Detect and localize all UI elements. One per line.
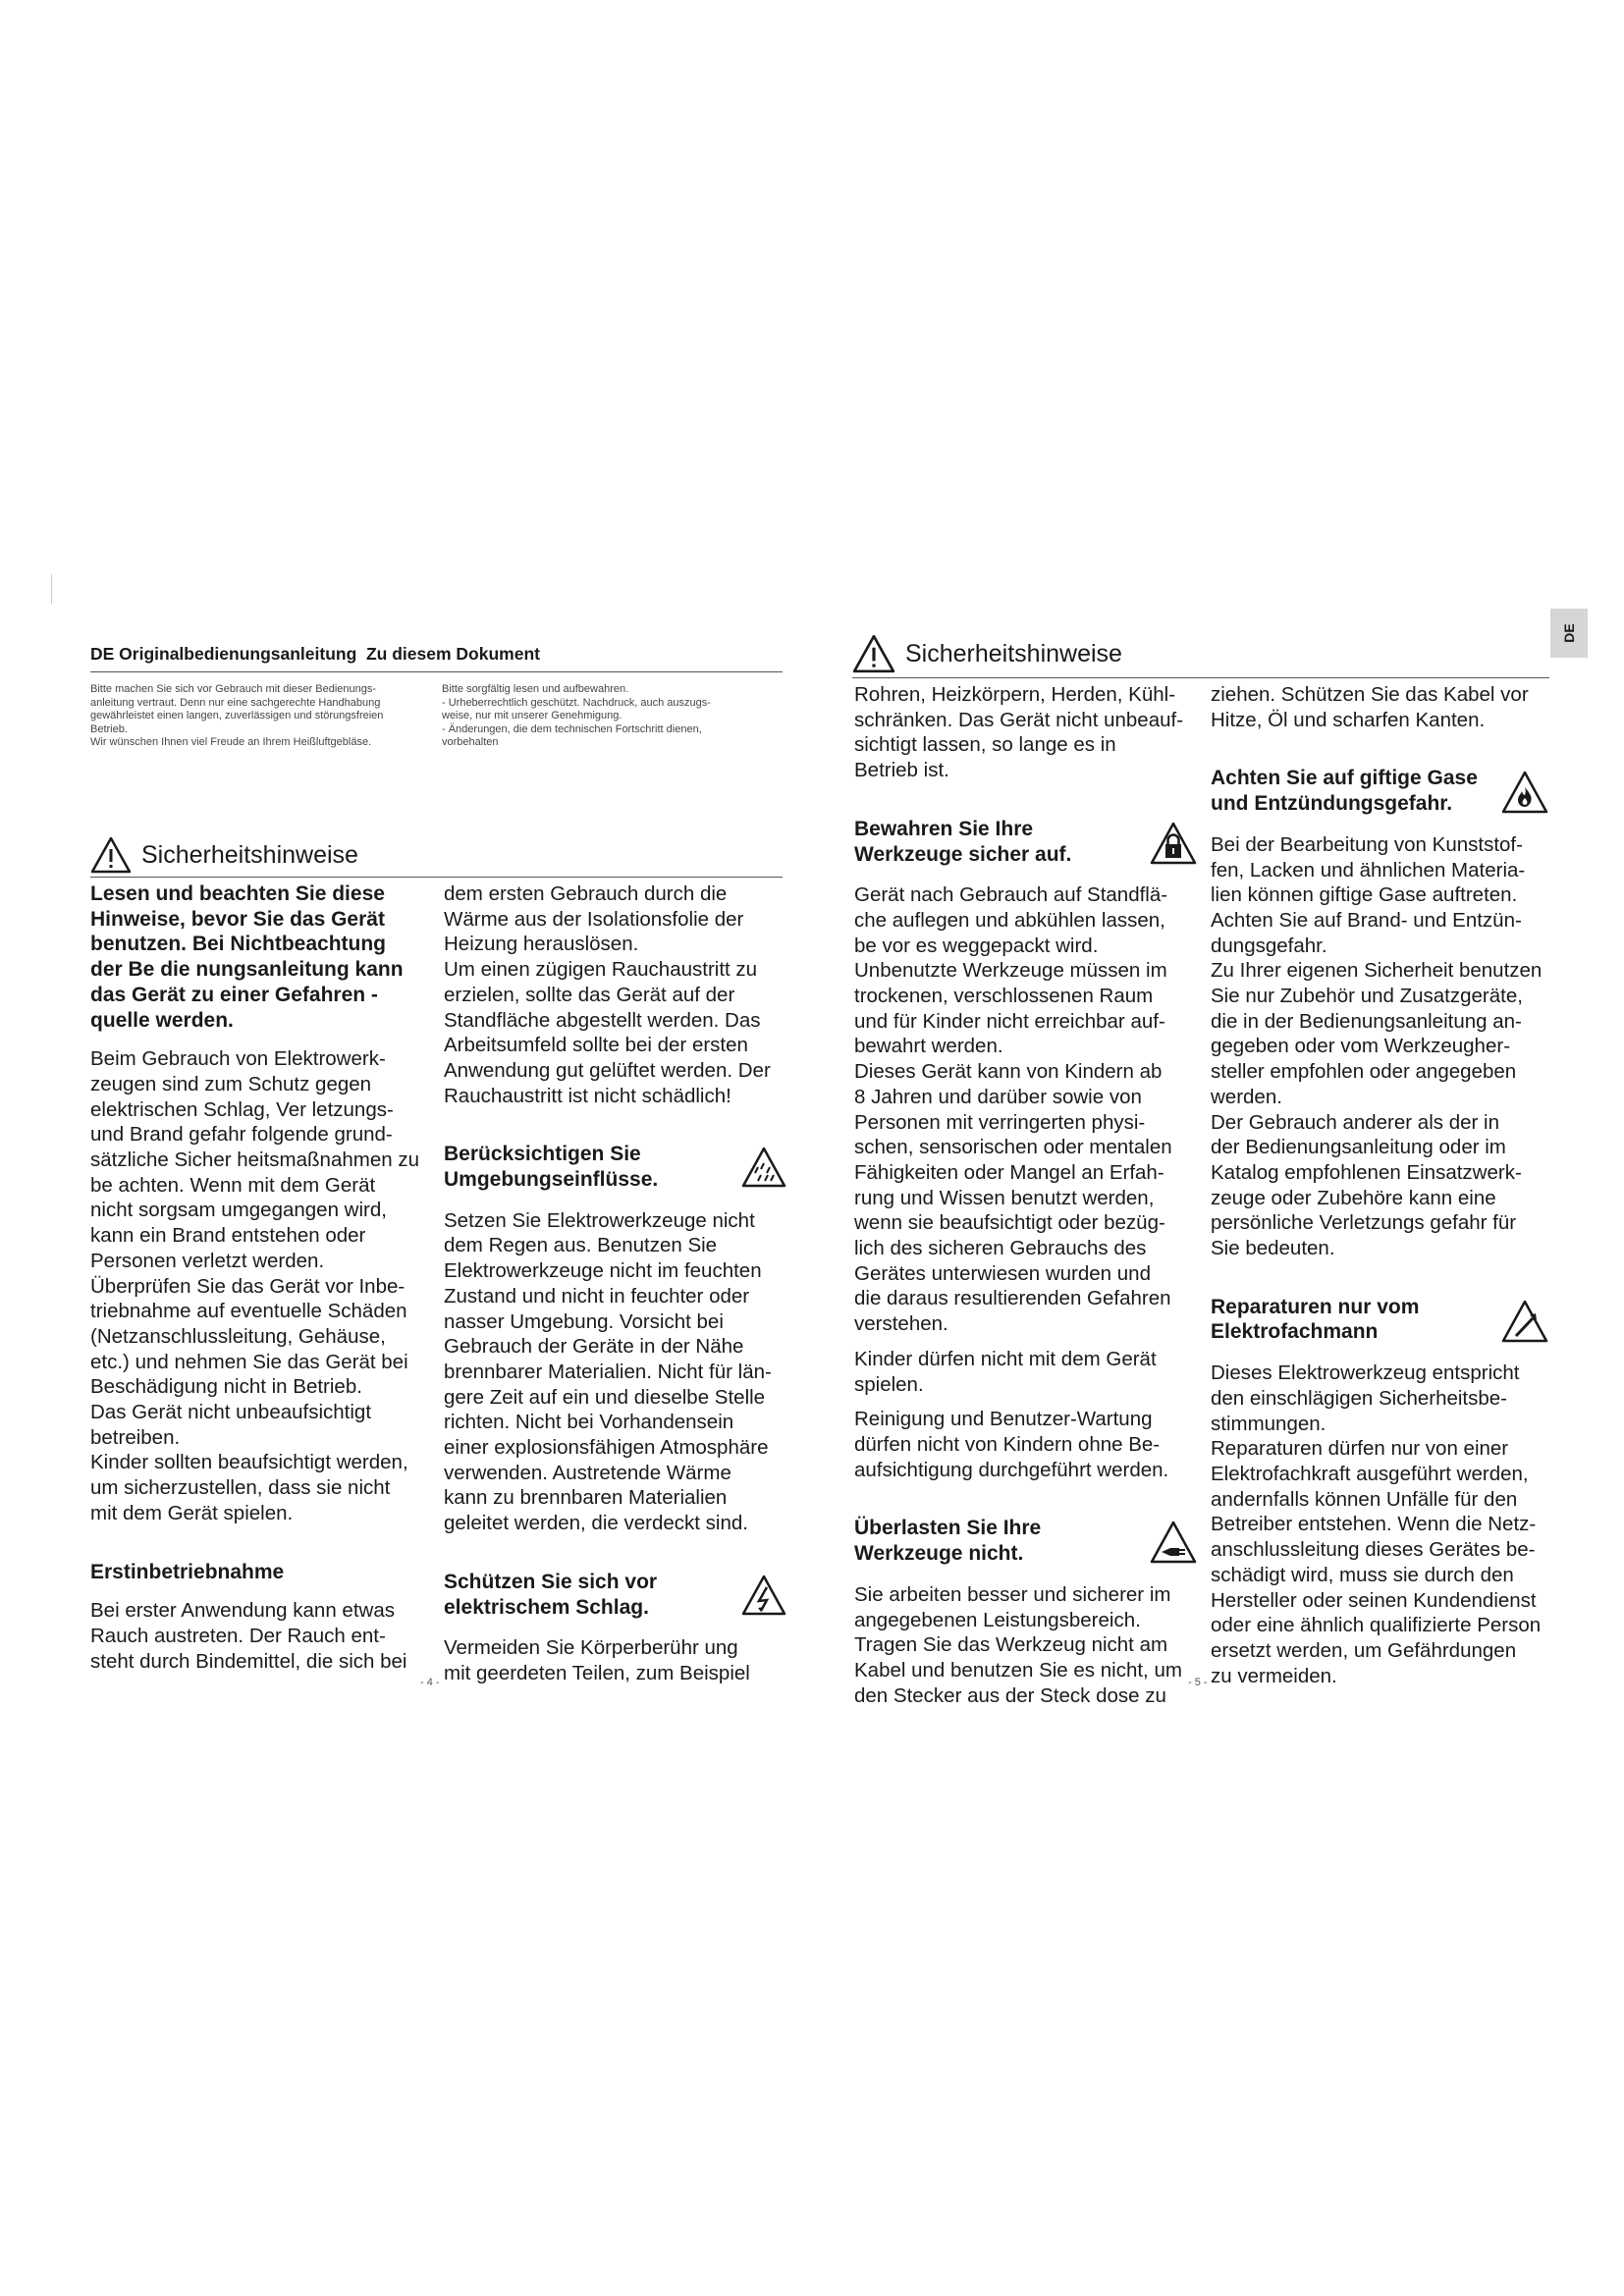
aufbewahren-reinigung-text: Reinigung und Benutzer-Wartung dürfen nicht von Kindern ohne Be- aufsichtigung durchgeführt werden. xyxy=(854,1408,1169,1481)
plug-icon xyxy=(1149,1520,1198,1565)
header-rule xyxy=(90,671,783,672)
schlag-text: Vermeiden Sie Körperberühr ung mit geerdeten Teilen, zum Beispiel xyxy=(444,1636,750,1684)
intro-right-text: Bitte sorgfältig lesen und aufbewahren. - Urheberrechtlich geschützt. Nachdruck, auch auszugs- weise, nur mit unserer Genehmigung. - Änderungen, die dem technischen Fortschritt dienen, vorbehalten xyxy=(442,683,711,748)
reparatur-heading: Reparaturen nur vom Elektrofachmann xyxy=(1211,1295,1420,1344)
aufbewahren-heading: Bewahren Sie Ihre Werkzeuge sicher auf. xyxy=(854,817,1072,866)
fire-hazard-icon xyxy=(1500,770,1549,815)
left-section-rule xyxy=(90,877,783,878)
left-section-title-text: Sicherheitshinweise xyxy=(141,840,358,869)
kabel-continued-text: ziehen. Schützen Sie das Kabel vor Hitze, Öl und scharfen Kanten. xyxy=(1211,683,1529,731)
gase-heading: Achten Sie auf giftige Gase und Entzündungsgefahr. xyxy=(1211,767,1478,816)
lock-icon xyxy=(1149,821,1198,866)
gase-section xyxy=(1211,766,1549,1260)
right-section-rule xyxy=(852,677,1549,678)
general-safety-text: Beim Gebrauch von Elektrowerk- zeugen sind zum Schutz gegen elektrischen Schlag, Ver letzungs- und Brand gefahr folgende grund- sätzliche Sicher heitsmaßnahmen zu be achten. Wenn mit dem Gerät nicht sorgsam umgegangen wird, kann ein Brand entstehen oder Personen verletzt werden. Überprüfen Sie das Gerät vor Inbe- triebnahme auf eventuelle Schäden (Netzanschlussleitung, Gehäuse, etc.) und nehmen Sie das Gerät bei Beschädigung nicht in Betrieb. Das Gerät nicht unbeaufsichtigt betreiben. Kinder sollten beaufsichtigt werden, um sicherzustellen, dass sie nicht mit dem Gerät spielen. xyxy=(90,1047,419,1524)
document-header-title: DE Originalbedienungsanleitung Zu diesem Dokument xyxy=(90,644,540,664)
electric-shock-icon xyxy=(740,1574,787,1617)
reparatur-section xyxy=(1211,1295,1549,1689)
language-tab xyxy=(1550,609,1588,658)
umgebung-text: Setzen Sie Elektrowerkzeuge nicht dem Regen aus. Benutzen Sie Elektrowerkzeuge nicht im feuchten Zustand und nicht in feuchter oder nasser Umgebung. Vorsicht bei Gebrauch der Geräte in der Nähe brennbarer Materialien. Nicht für län- gere Zeit auf ein und dieselbe Stelle richten. Nicht bei Vorhandensein einer explosionsfähigen Atmosphäre verwenden. Austretende Wärme kann zu brennbaren Materialien geleitet werden, die verdeckt sind. xyxy=(444,1208,772,1535)
aufbewahren-section xyxy=(854,817,1198,1483)
left-column-2 xyxy=(444,881,787,1686)
left-column-1 xyxy=(90,881,424,1674)
rain-hazard-icon xyxy=(740,1146,787,1189)
left-page-number: - 4 - xyxy=(420,1677,440,1688)
margin-mark xyxy=(51,574,52,604)
aufbewahren-text: Gerät nach Gebrauch auf Standflä- che auflegen und abkühlen lassen, be vor es weggepackt wird. Unbenutzte Werkzeuge müssen im trockenen, verschlossenen Raum und für Kinder nicht erreichbar auf- bewahrt werden. Dieses Gerät kann von Kindern ab 8 Jahren und darüber sowie von Personen mit verringerten physi- schen, sensorischen oder mentalen Fähigkeiten oder Mangel an Erfah- rung und Wissen benutzt werden, wenn sie beaufsichtigt oder bezüg- lich des sicheren Gebrauchs des Gerätes unterwiesen wurden und die daraus resultierenden Gefahren verstehen. xyxy=(854,883,1172,1336)
schlag-continued-text: Rohren, Heizkörpern, Herden, Kühl- schränken. Das Gerät nicht unbeauf- sichtigt lassen, so lange es in Betrieb ist. xyxy=(854,683,1184,782)
schlag-heading: Schützen Sie sich vor elektrischem Schlag. xyxy=(444,1570,658,1619)
right-column-2 xyxy=(1211,682,1549,1688)
repair-tool-icon xyxy=(1500,1299,1549,1344)
left-section-title xyxy=(90,836,358,874)
intro-left-text: Bitte machen Sie sich vor Gebrauch mit dieser Bedienungs- anleitung vertraut. Denn nur eine sachgerechte Handhabung gewährleistet einen langen, zuverlässigen und störungsfreien Betrieb. Wir wünschen Ihnen viel Freude an Ihrem Heißluftgebläse. xyxy=(90,683,384,748)
lead-warning-text: Lesen und beachten Sie diese Hinweise, bevor Sie das Gerät benutzen. Bei Nichtbeachtung der Be die nungsanleitung kann das Gerät zu einer Gefahren - quelle werden. xyxy=(90,882,404,1032)
erstinbetriebnahme-text: Bei erster Anwendung kann etwas Rauch austreten. Der Rauch ent- steht durch Bindemittel, die sich bei xyxy=(90,1599,407,1673)
ueberlasten-heading: Überlasten Sie Ihre Werkzeuge nicht. xyxy=(854,1517,1042,1566)
erstinbetriebnahme-heading: Erstinbetriebnahme xyxy=(90,1560,285,1583)
language-tab-label: DE xyxy=(1561,623,1577,643)
first-use-continued-text: dem ersten Gebrauch durch die Wärme aus der Isolationsfolie der Heizung herauslösen. Um einen zügigen Rauchaustritt zu erzielen, sollte das Gerät auf der Standfläche abgestellt werden. Das Arbeitsumfeld sollte bei der ersten Anwendung gut gelüftet werden. Der Rauchaustritt ist nicht schädlich! xyxy=(444,882,771,1107)
warning-icon xyxy=(90,836,132,874)
umgebung-section xyxy=(444,1142,787,1536)
right-section-title xyxy=(852,634,1122,673)
ueberlasten-text: Sie arbeiten besser und sicherer im angegebenen Leistungsbereich. Tragen Sie das Werkzeug nicht am Kabel und benutzen Sie es nicht, um den Stecker aus der Steck dose zu xyxy=(854,1582,1182,1707)
gase-text: Bei der Bearbeitung von Kunststof- fen, Lacken und ähnlichen Materia- lien können giftige Gase auftreten. Achten Sie auf Brand- und Entzün- dungsgefahr. Zu Ihrer eigenen Sicherheit benutzen Sie nur Zubehör und Zusatzgeräte, die in der Bedienungsanleitung an- gegeben oder vom Werkzeugher- steller empfohlen oder angegeben werden. Der Gebrauch anderer als der in der Bedienungsanleitung oder im Katalog empfohlenen Einsatzwerk- zeuge oder Zubehöre kann eine persönliche Verletzungs gefahr für Sie bedeuten. xyxy=(1211,832,1543,1260)
ueberlasten-section xyxy=(854,1516,1198,1708)
warning-icon xyxy=(852,634,895,673)
aufbewahren-kinder-text: Kinder dürfen nicht mit dem Gerät spielen. xyxy=(854,1347,1157,1396)
right-column-1 xyxy=(854,682,1198,1708)
schlag-section xyxy=(444,1570,787,1686)
umgebung-heading: Berücksichtigen Sie Umgebungseinflüsse. xyxy=(444,1143,659,1192)
right-page-number: - 5 - xyxy=(1188,1677,1208,1688)
reparatur-text: Dieses Elektrowerkzeug entspricht den einschlägigen Sicherheitsbe- stimmungen. Reparaturen dürfen nur von einer Elektrofachkraft ausgeführt werden, andernfalls können Unfälle für den Betreiber entstehen. Wenn die Netz- anschlussleitung dieses Gerätes be- schädigt wird, muss sie durch den Hersteller oder seinen Kundendienst oder eine ähnlich qualifizierte Person ersetzt werden, um Gefährdungen zu vermeiden. xyxy=(1211,1362,1542,1687)
right-section-title-text: Sicherheitshinweise xyxy=(905,639,1122,667)
